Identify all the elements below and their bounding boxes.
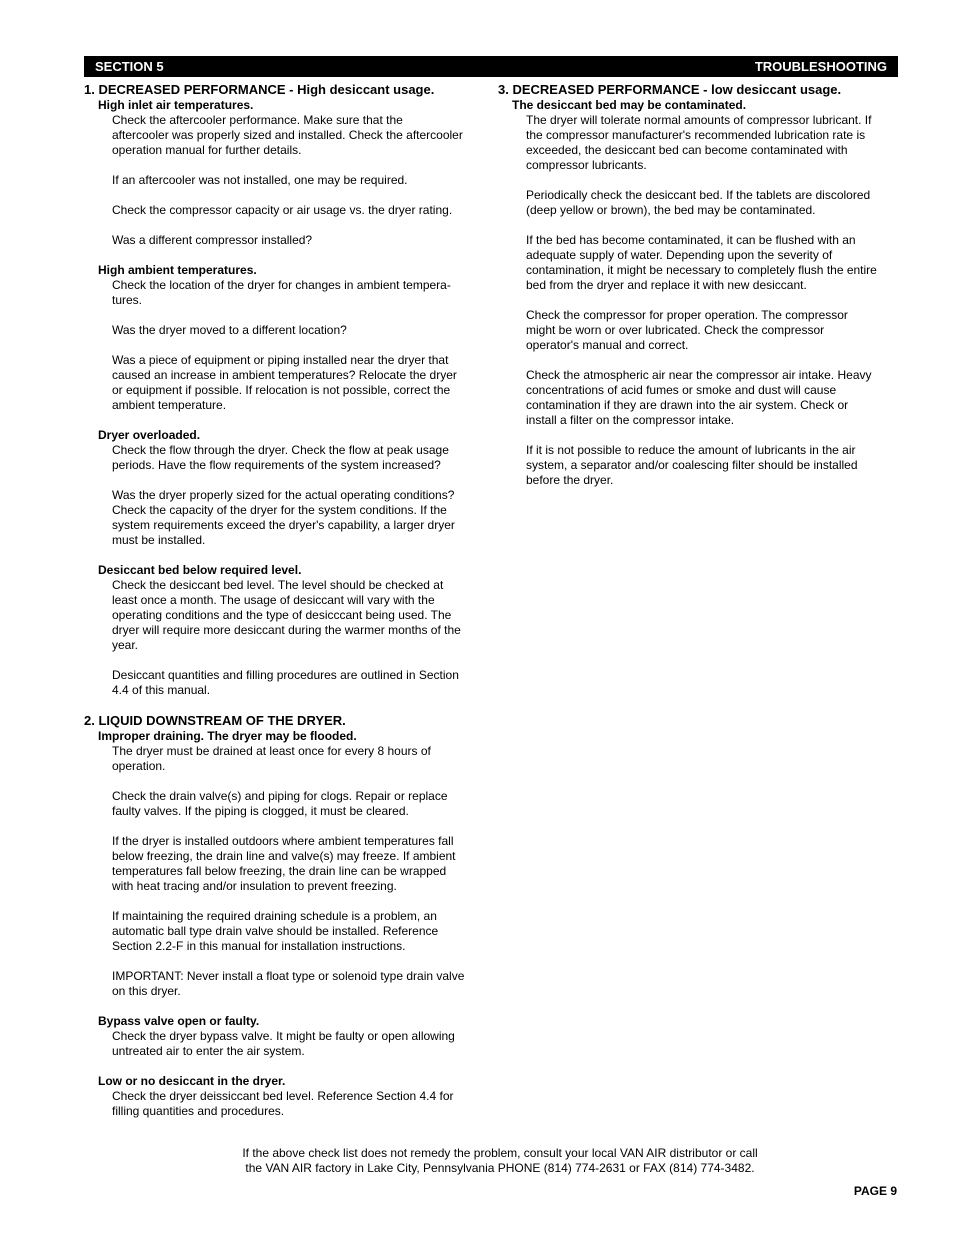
subheading-desiccant-bed-level: Desiccant bed below required level. [98,563,302,577]
paragraph: The dryer must be drained at least once for every 8 hours of operation. [112,744,431,773]
footer-contact-note: If the above check list does not remedy the problem, consult your local VAN AIR distributor or call the VAN AIR factory in Lake City, Pennsylvania PHONE (814) 774-2631 or FAX (814) 774-3482. [242,1146,758,1175]
paragraph: Was the dryer moved to a different location? [112,323,347,337]
paragraph: Was a piece of equipment or piping installed near the dryer that caused an increase in ambient temperatures? Relocate the dryer or equipment if possible. If relocation is not possible, correct the ambient temperature. [112,353,457,412]
section-topic: TROUBLESHOOTING [754,59,887,74]
subheading-high-inlet: High inlet air temperatures. [98,98,254,112]
subheading-improper-draining: Improper draining. The dryer may be flooded. [98,729,357,743]
paragraph: Check the aftercooler performance. Make sure that the aftercooler was properly sized and installed. Check the aftercooler operation manual for further details. [112,113,463,157]
paragraph: Check the compressor capacity or air usage vs. the dryer rating. [112,203,453,217]
paragraph: Check the flow through the dryer. Check the flow at peak usage periods. Have the flow requirements of the system increased? [112,443,449,472]
paragraph: If maintaining the required draining schedule is a problem, an automatic ball type drain valve should be installed. Reference Section 2.2-F in this manual for installation instructions. [112,909,439,953]
paragraph: Check the desiccant bed level. The level should be checked at least once a month. The usage of desiccant will vary with the operating conditions and the type of desicccant being used. The dryer will require more desiccant during the warmer months of the year. [112,578,461,652]
section-header-bar [84,56,898,77]
subheading-dryer-overloaded: Dryer overloaded. [98,428,201,442]
subheading-high-ambient: High ambient temperatures. [98,263,257,277]
left-column [84,82,494,1119]
paragraph: If the dryer is installed outdoors where ambient temperatures fall below freezing, the drain line and valve(s) may freeze. If ambient temperatures fall below freezing, the drain line can be wrapped with heat tracing and/or insulation to prevent freezing. [112,834,456,893]
paragraph: Desiccant quantities and filling procedures are outlined in Section 4.4 of this manual. [112,668,459,697]
paragraph: Periodically check the desiccant bed. If the tablets are discolored (deep yellow or brown), the bed may be contaminated. [526,188,871,217]
subheading-bypass-valve: Bypass valve open or faulty. [98,1014,260,1028]
section-2-title: 2. LIQUID DOWNSTREAM OF THE DRYER. [84,713,346,728]
section-3-title: 3. DECREASED PERFORMANCE - low desiccant usage. [498,82,842,97]
section-label: SECTION 5 [95,59,164,74]
paragraph: Check the atmospheric air near the compressor air intake. Heavy concentrations of acid fumes or smoke and dust will cause contamination if they are drawn into the air system. Check or install a filter on the compressor intake. [526,368,872,427]
paragraph: Check the location of the dryer for changes in ambient tempera- tures. [112,278,451,307]
paragraph: If it is not possible to reduce the amount of lubricants in the air system, a separator and/or coalescing filter should be installed before the dryer. [526,443,858,487]
page-number: PAGE 9 [853,1184,897,1198]
paragraph: Was a different compressor installed? [112,233,313,247]
paragraph: Check the compressor for proper operation. The compressor might be worn or over lubricated. Check the compressor operator's manual and correct. [526,308,848,352]
paragraph: If an aftercooler was not installed, one may be required. [112,173,408,187]
paragraph: If the bed has become contaminated, it can be flushed with an adequate supply of water. Depending upon the severity of contamination, it might be necessary to completely flush the entire bed from the dryer and replace it with new desiccant. [526,233,877,292]
paragraph: Check the dryer bypass valve. It might be faulty or open allowing untreated air to enter the air system. [112,1029,455,1058]
subheading-low-desiccant: Low or no desiccant in the dryer. [98,1074,286,1088]
paragraph: Check the drain valve(s) and piping for clogs. Repair or replace faulty valves. If the piping is clogged, it must be cleared. [112,789,448,818]
section-1-title: 1. DECREASED PERFORMANCE - High desiccant usage. [84,82,435,97]
paragraph: The dryer will tolerate normal amounts of compressor lubricant. If the compressor manufacturer's recommended lubrication rate is exceeded, the desiccant bed can become contaminated with compressor lubricants. [526,113,872,172]
paragraph: Check the dryer deissiccant bed level. Reference Section 4.4 for filling quantities and procedures. [112,1089,454,1118]
paragraph: IMPORTANT: Never install a float type or solenoid type drain valve on this dryer. [112,969,465,998]
paragraph: Was the dryer properly sized for the actual operating conditions? Check the capacity of the dryer for the system conditions. If the system requirements exceed the dryer's capability, a larger dryer must be installed. [112,488,455,547]
subheading-bed-contaminated: The desiccant bed may be contaminated. [512,98,747,112]
right-column [498,82,898,488]
